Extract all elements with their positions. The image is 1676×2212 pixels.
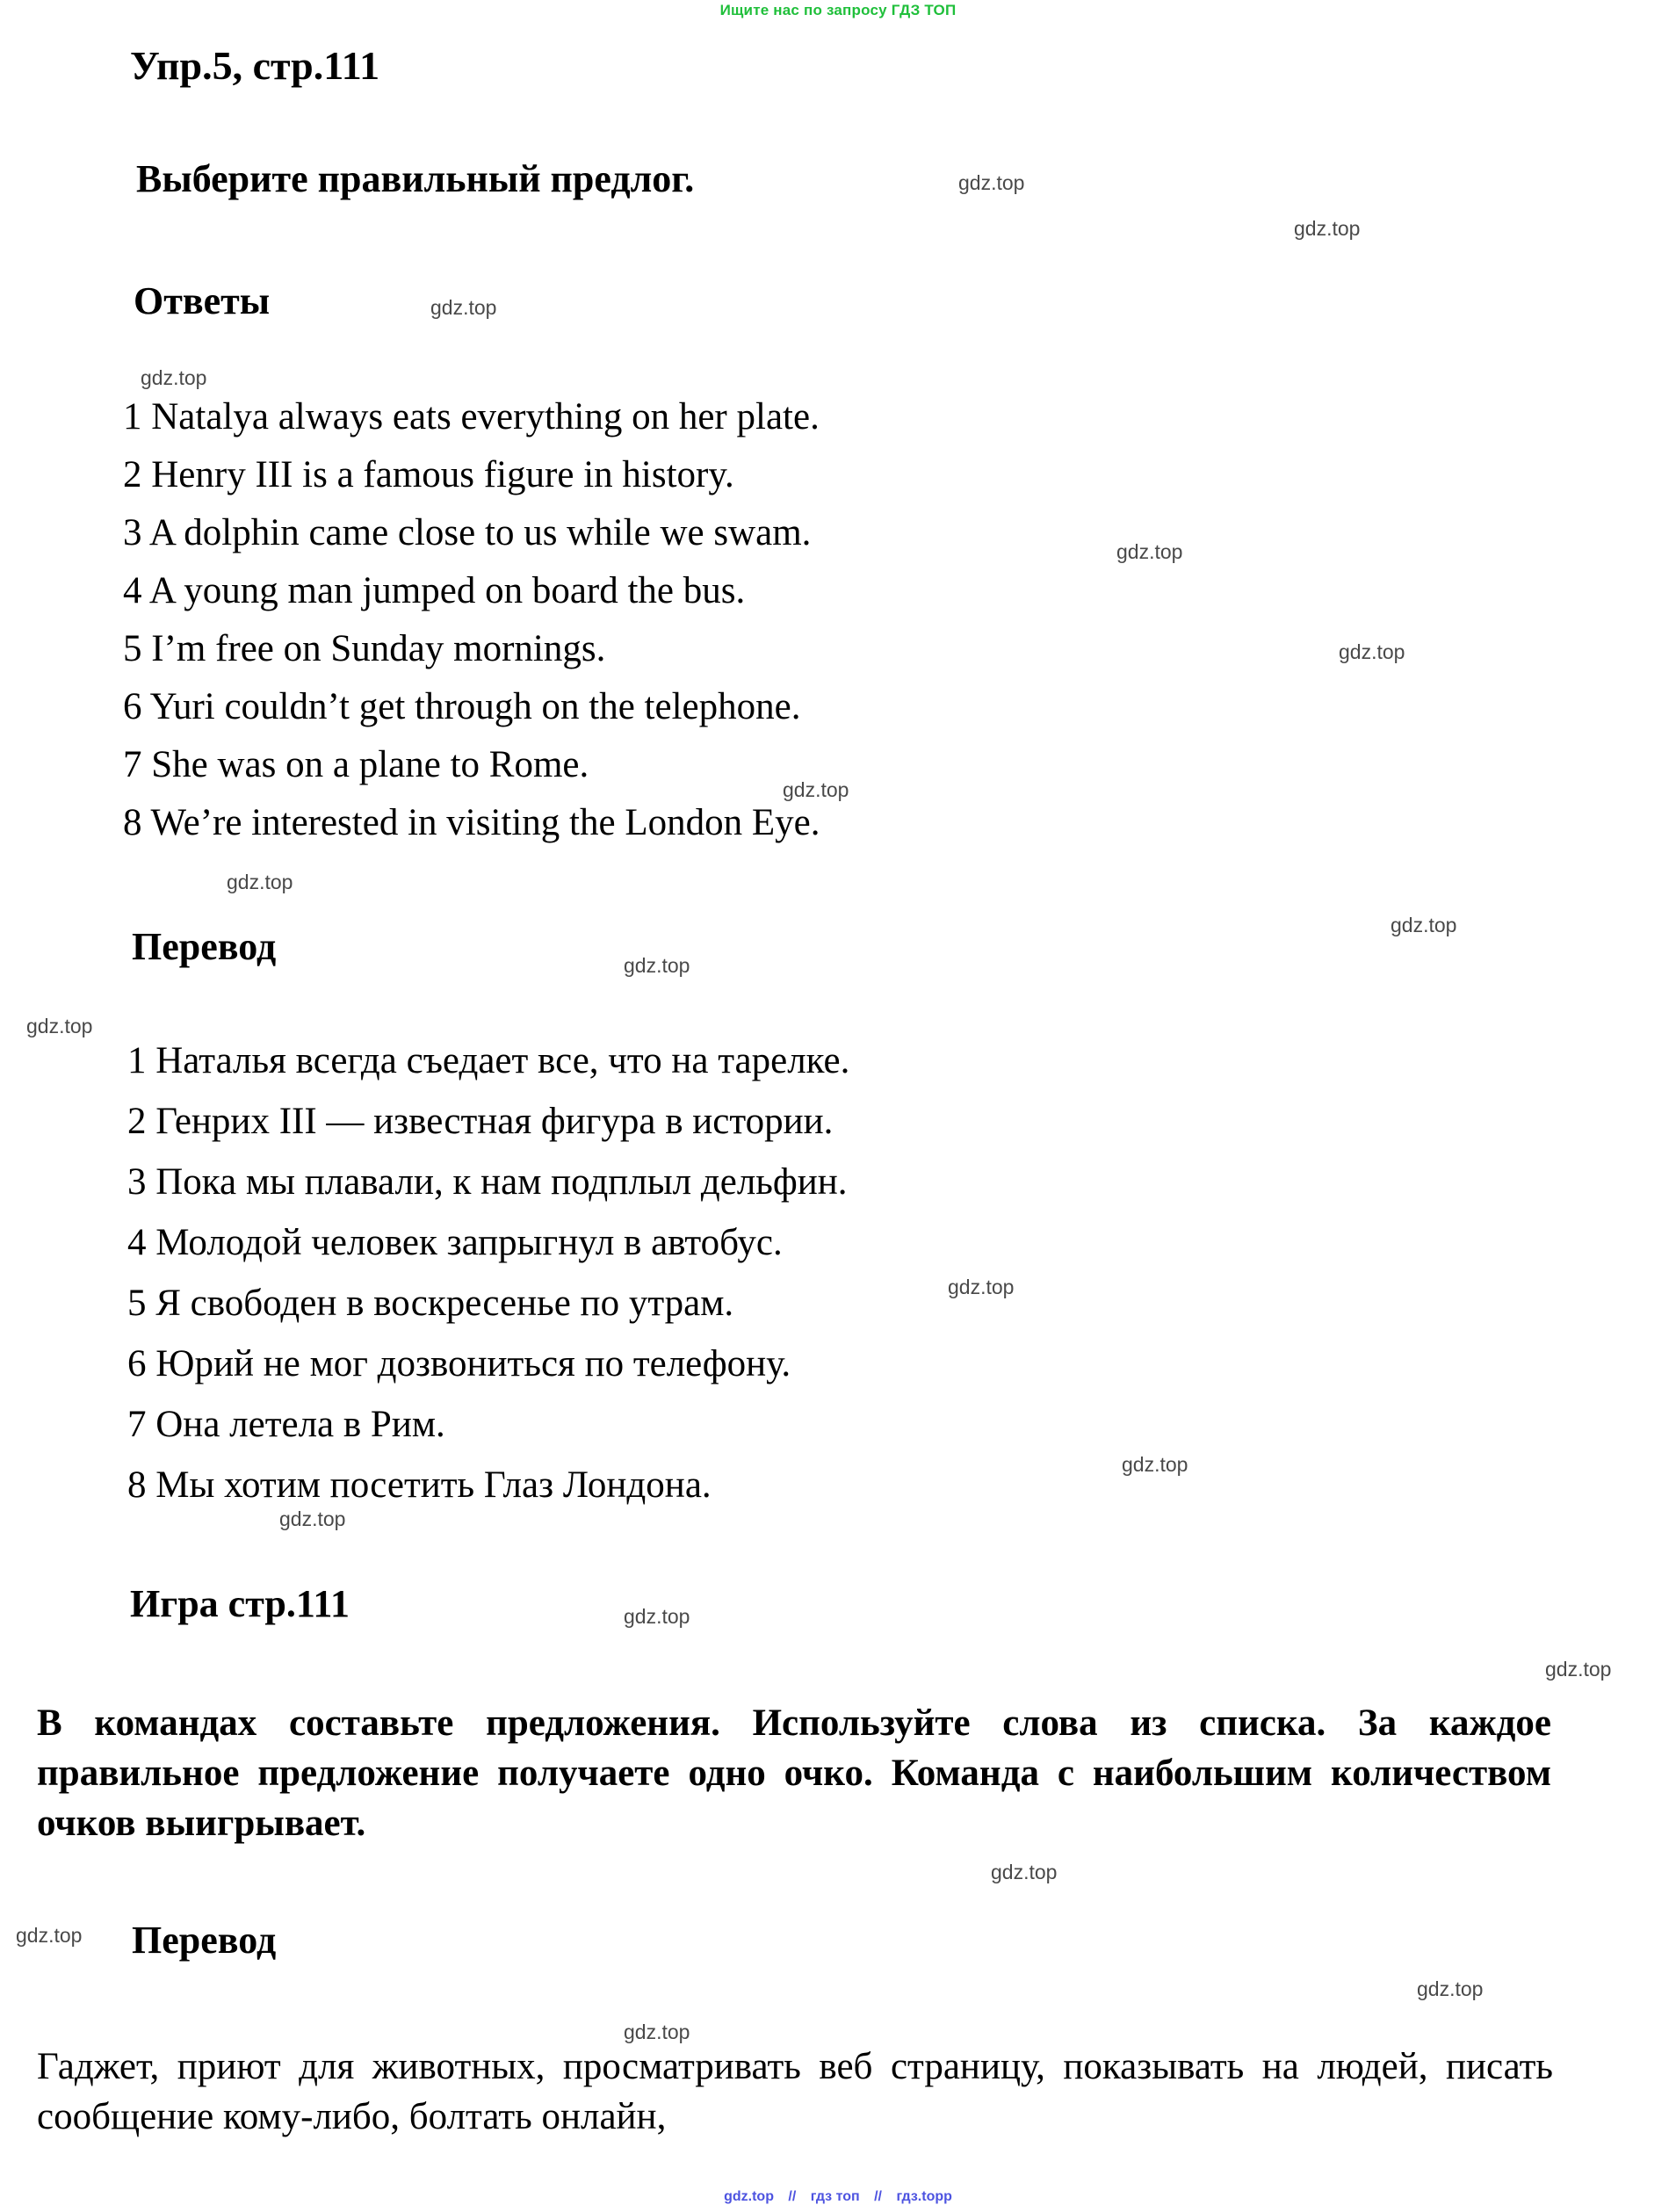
watermark: gdz.top	[958, 171, 1025, 194]
translation-line: 4 Молодой человек запрыгнул в автобус.	[127, 1222, 783, 1263]
watermark: gdz.top	[1545, 1658, 1612, 1681]
translation-line: 8 Мы хотим посетить Глаз Лондона.	[127, 1464, 712, 1506]
bottom-banner-sep: //	[788, 2189, 797, 2204]
translation-line: 5 Я свободен в воскресенье по утрам.	[127, 1283, 734, 1324]
watermark: gdz.top	[1116, 540, 1183, 563]
answer-line: 1 Natalya always eats everything on her plate.	[123, 396, 820, 437]
translation-line: 6 Юрий не мог дозвониться по телефону.	[127, 1343, 791, 1384]
watermark: gdz.top	[1339, 640, 1405, 663]
bottom-banner-part: гдз.topр	[896, 2189, 952, 2204]
game-task-text: В командах составьте предложения. Используйте слова из списка. За каждое правильное предложение получаете одно очко. Команда с наибольшим количеством очков выигрывает.	[37, 1702, 1551, 1844]
translation-line: 1 Наталья всегда съедает все, что на тарелке.	[127, 1040, 850, 1081]
top-promo-banner: Ищите нас по запросу ГДЗ ТОП	[719, 2, 957, 18]
translation-heading-answers: Перевод	[132, 925, 277, 968]
translation-line: 7 Она летела в Рим.	[127, 1404, 445, 1445]
bottom-banner-part: gdz.top	[724, 2189, 774, 2204]
watermark: gdz.top	[991, 1861, 1058, 1883]
watermark: gdz.top	[141, 366, 207, 389]
watermark: gdz.top	[783, 778, 849, 801]
watermark: gdz.top	[227, 871, 293, 893]
watermark: gdz.top	[624, 1605, 690, 1628]
watermark: gdz.top	[1122, 1453, 1188, 1476]
answer-line: 2 Henry III is a famous figure in history.	[123, 454, 734, 495]
game-translation-text: Гаджет, приют для животных, просматривать веб страницу, показывать на людей, писать сообщение кому-либо, болтать онлайн,	[37, 2046, 1553, 2137]
game-heading: Игра стр.111	[130, 1582, 350, 1625]
watermark: gdz.top	[1294, 217, 1361, 240]
bottom-banner-sep: //	[874, 2189, 882, 2204]
task-heading: Выберите правильный предлог.	[136, 157, 695, 200]
bottom-banner-part: гдз топ	[810, 2189, 860, 2204]
answer-line: 3 A dolphin came close to us while we swam.	[123, 512, 812, 553]
translation-line: 2 Генрих III — известная фигура в истории.	[127, 1101, 834, 1142]
watermark: gdz.top	[279, 1507, 346, 1530]
watermark: gdz.top	[1391, 914, 1457, 936]
translation-heading-game: Перевод	[132, 1919, 277, 1962]
watermark: gdz.top	[1417, 1977, 1484, 2000]
watermark: gdz.top	[16, 1924, 83, 1947]
watermark: gdz.top	[624, 954, 690, 977]
answer-line: 8 We’re interested in visiting the London Eye.	[123, 802, 820, 843]
watermark: gdz.top	[948, 1276, 1015, 1298]
translation-line: 3 Пока мы плавали, к нам подплыл дельфин.	[127, 1161, 848, 1203]
watermark: gdz.top	[430, 296, 497, 319]
answer-line: 5 I’m free on Sunday mornings.	[123, 628, 606, 669]
answers-heading: Ответы	[134, 279, 271, 322]
page-title: Упр.5, стр.111	[130, 43, 380, 88]
answer-line: 4 A young man jumped on board the bus.	[123, 570, 746, 611]
answer-line: 6 Yuri couldn’t get through on the telephone.	[123, 686, 801, 727]
answer-line: 7 She was on a plane to Rome.	[123, 744, 589, 785]
bottom-promo-banner	[0, 2189, 1676, 2205]
watermark: gdz.top	[624, 2020, 690, 2043]
watermark: gdz.top	[26, 1015, 93, 1037]
